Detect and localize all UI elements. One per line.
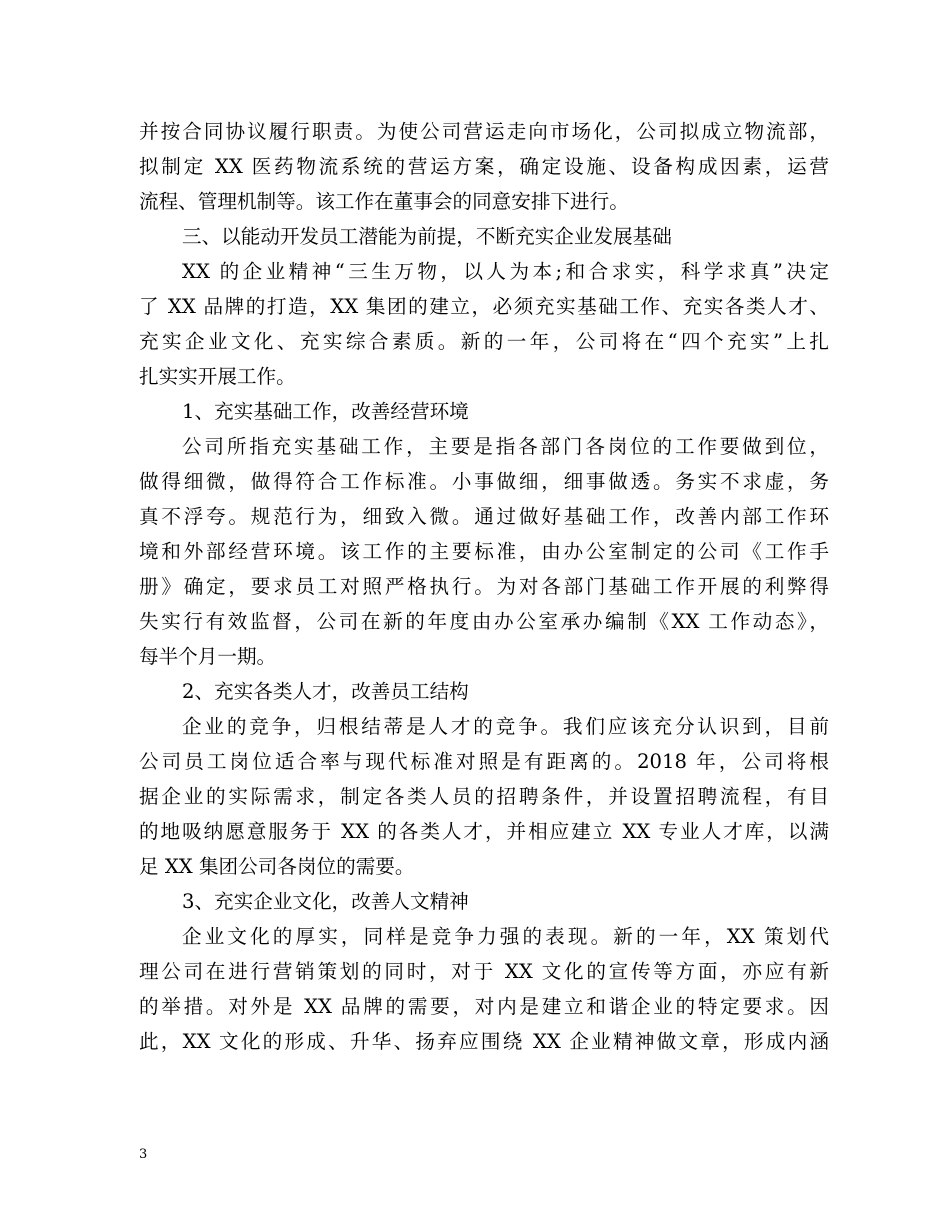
text-line: 足 XX 集团公司各岗位的需要。 (139, 855, 415, 878)
body-text (139, 114, 829, 1059)
text-line: 的举措。对外是 XX 品牌的需要，对内是建立和谐企业的特定要求。因 (139, 995, 829, 1018)
text-line: 的地吸纳愿意服务于 XX 的各类人才，并相应建立 XX 专业人才库，以满 (139, 820, 829, 843)
text-line: 做得细微，做得符合工作标准。小事做细，细事做透。务实不求虚，务 (139, 470, 829, 493)
text-line: 境和外部经营环境。该工作的主要标准，由办公室制定的公司《工作手 (139, 540, 829, 563)
text-line: 三、以能动开发员工潜能为前提，不断充实企业发展基础 (182, 225, 672, 248)
text-line: 流程、管理机制等。该工作在董事会的同意安排下进行。 (139, 190, 629, 213)
text-line: 2、充实各类人才，改善员工结构 (182, 680, 469, 703)
text-line: 了 XX 品牌的打造，XX 集团的建立，必须充实基础工作、充实各类人才、 (139, 295, 829, 318)
text-line: 并按合同协议履行职责。为使公司营运走向市场化，公司拟成立物流部， (139, 120, 829, 143)
text-line: 册》确定，要求员工对照严格执行。为对各部门基础工作开展的利弊得 (139, 575, 829, 598)
text-line: 公司员工岗位适合率与现代标准对照是有距离的。2018 年，公司将根 (139, 750, 829, 773)
text-line: 充实企业文化、充实综合素质。新的一年，公司将在“四个充实”上扎 (139, 330, 829, 353)
text-line: 企业文化的厚实，同样是竞争力强的表现。新的一年，XX 策划代 (182, 925, 829, 948)
page-number: 3 (139, 1147, 148, 1162)
text-line: 理公司在进行营销策划的同时，对于 XX 文化的宣传等方面，亦应有新 (139, 960, 829, 983)
text-line: 此，XX 文化的形成、升华、扬弃应围绕 XX 企业精神做文章，形成内涵 (139, 1030, 829, 1053)
text-line: 3、充实企业文化，改善人文精神 (182, 890, 469, 913)
text-line: 公司所指充实基础工作，主要是指各部门各岗位的工作要做到位， (182, 435, 829, 458)
text-line: 每半个月一期。 (139, 645, 277, 668)
text-line: XX 的企业精神“三生万物，以人为本;和合求实，科学求真”决定 (182, 260, 829, 283)
text-line: 失实行有效监督，公司在新的年度由办公室承办编制《XX 工作动态》， (139, 610, 829, 633)
text-line: 真不浮夸。规范行为，细致入微。通过做好基础工作，改善内部工作环 (139, 505, 829, 528)
text-line: 1、充实基础工作，改善经营环境 (182, 400, 469, 423)
text-line: 拟制定 XX 医药物流系统的营运方案，确定设施、设备构成因素，运营 (139, 155, 829, 178)
text-line: 扎实实开展工作。 (139, 365, 296, 388)
text-line: 企业的竞争，归根结蒂是人才的竞争。我们应该充分认识到，目前 (182, 715, 829, 738)
text-line: 据企业的实际需求，制定各类人员的招聘条件，并设置招聘流程，有目 (139, 785, 829, 808)
